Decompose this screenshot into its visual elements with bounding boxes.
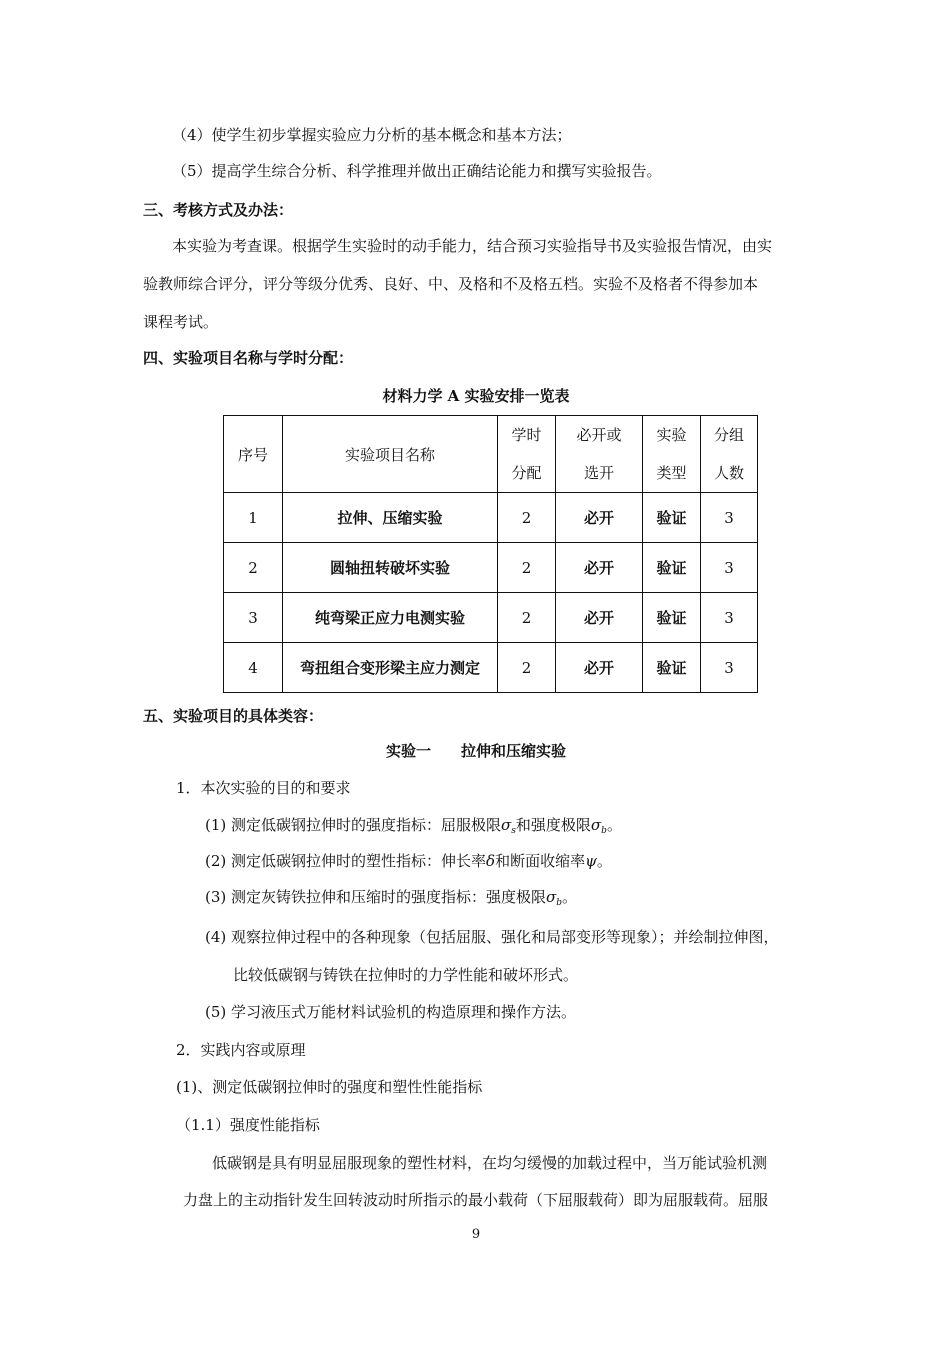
table-row [224,593,758,643]
section-3-para-line-3: 课程考试。 [143,313,219,331]
goal-text: 使学生初步掌握实验应力分析的基本概念和基本方法； [211,126,572,144]
table-row [224,493,758,543]
cell-type: 验证 [643,643,701,693]
cell-required: 必开 [556,493,643,543]
page-number: 9 [471,1227,481,1242]
body-para-line-1: 低碳钢是具有明显屈服现象的塑性材料，在均匀缓慢的加载过程中，当万能试验机测 [212,1154,768,1172]
subsection-1: (1)、测定低碳钢拉伸时的强度和塑性性能指标 [176,1078,483,1096]
requirement-4-line-1: (4) 观察拉伸过程中的各种现象（包括屈服、强化和局部变形等现象）；并绘制拉伸图， [205,928,779,946]
cell-group: 3 [701,593,758,643]
goal-item-4 [172,125,572,145]
cell-hours: 2 [498,543,556,593]
requirement-3: (3) 测定灰铸铁拉伸和压缩时的强度指标：强度极限$\sigma_b$。 [205,888,578,908]
psi-symbol: ψ [585,852,597,870]
subsection-1-1: （1.1）强度性能指标 [176,1116,320,1134]
cell-seq: 1 [224,493,283,543]
requirement-4-line-2: 比较低碳钢与铸铁在拉伸时的力学性能和破坏形式。 [233,966,579,984]
cell-type: 验证 [643,543,701,593]
cell-group: 3 [701,643,758,693]
header-type: 实验 类型 [643,416,701,493]
cell-name: 圆轴扭转破坏实验 [283,543,498,593]
cell-name: 纯弯梁正应力电测实验 [283,593,498,643]
header-hours: 学时 分配 [498,416,556,493]
cell-hours: 2 [498,493,556,543]
requirement-5: (5) 学习液压式万能材料试验机的构造原理和操作方法。 [205,1003,577,1021]
requirement-1: (1) 测定低碳钢拉伸时的强度指标：屈服极限$\sigma_s$和强度极限$\sigma_b$。 [205,816,622,836]
cell-seq: 4 [224,643,283,693]
cell-name: 弯扭组合变形梁主应力测定 [283,643,498,693]
sigma-symbol: σ [501,816,512,834]
table-row [224,543,758,593]
header-required: 必开或 选开 [556,416,643,493]
item-1-heading: 1．本次实验的目的和要求 [176,779,351,797]
cell-seq: 3 [224,593,283,643]
cell-name: 拉伸、压缩实验 [283,493,498,543]
cell-hours: 2 [498,593,556,643]
header-seq: 序号 [224,416,283,493]
cell-seq: 2 [224,543,283,593]
cell-hours: 2 [498,643,556,693]
cell-type: 验证 [643,493,701,543]
table-row [224,643,758,693]
item-2-heading: 2．实践内容或原理 [176,1041,306,1059]
cell-required: 必开 [556,593,643,643]
delta-symbol: δ [486,852,496,870]
goal-number: （5） [172,162,212,180]
section-4-heading: 四、实验项目名称与学时分配： [143,349,354,367]
header-name: 实验项目名称 [283,416,498,493]
body-para-line-2: 力盘上的主动指针发生回转波动时所指示的最小载荷（下屈服载荷）即为屈服载荷。屈服 [183,1191,769,1209]
sigma-symbol: σ [590,816,602,834]
experiment-title: 实验一 拉伸和压缩实验 [385,742,566,760]
cell-type: 验证 [643,593,701,643]
section-3-para-line-2: 验教师综合评分，评分等级分优秀、良好、中、及格和不及格五档。实验不及格者不得参加本 [143,275,759,293]
cell-required: 必开 [556,643,643,693]
goal-text: 提高学生综合分析、科学推理并做出正确结论能力和撰写实验报告。 [211,162,662,180]
goal-number: （4） [172,126,212,144]
header-group: 分组 人数 [701,416,758,493]
section-3-para-line-1: 本实验为考查课。根据学生实验时的动手能力，结合预习实验指导书及实验报告情况，由实 [172,237,773,255]
experiment-schedule-table [223,415,758,693]
section-5-heading: 五、实验项目的具体类容： [143,707,324,725]
requirement-2: (2) 测定低碳钢拉伸时的塑性指标：伸长率δ和断面收缩率ψ。 [205,852,612,870]
goal-item-5 [172,161,662,181]
section-3-heading: 三、考核方式及办法： [143,201,294,219]
cell-required: 必开 [556,543,643,593]
cell-group: 3 [701,543,758,593]
cell-group: 3 [701,493,758,543]
table-header-row [224,416,758,493]
table-title: 材料力学 A 实验安排一览表 [382,387,570,405]
sigma-symbol: σ [546,888,557,906]
